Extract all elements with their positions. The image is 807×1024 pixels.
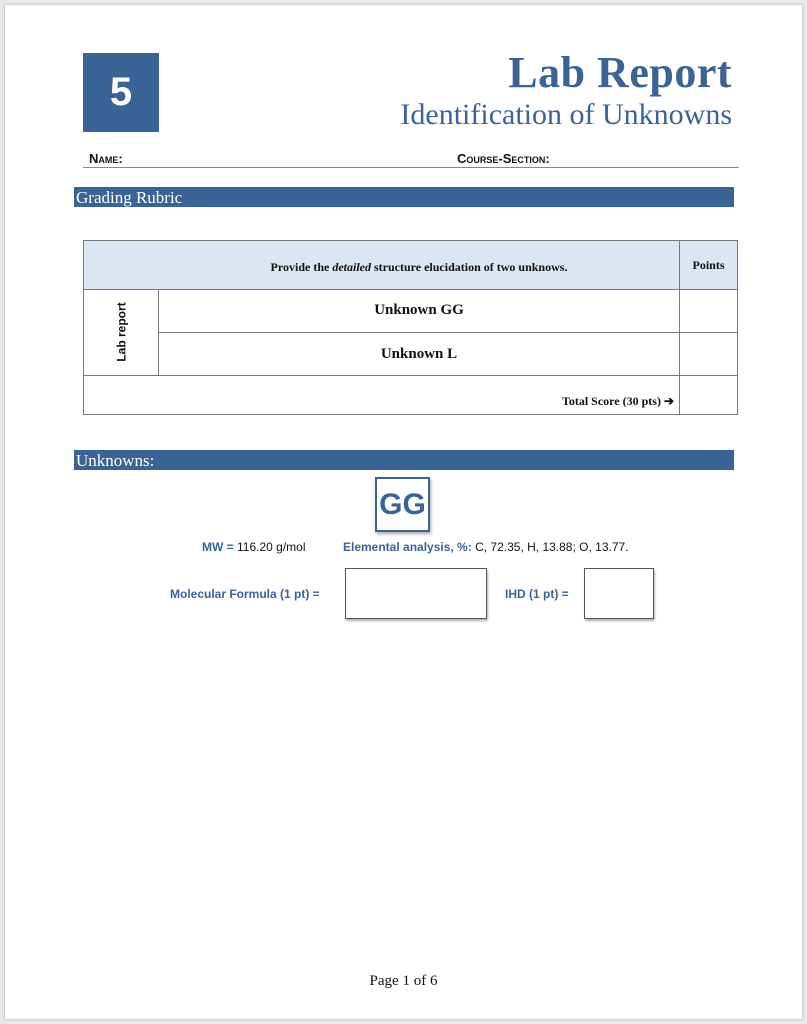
- total-score-cell[interactable]: [680, 376, 737, 414]
- rubric-row-unknown-l: Unknown L: [380, 346, 458, 362]
- elemental-analysis: Elemental analysis, %: C, 72.35, H, 13.88; O, 13.77.: [343, 540, 629, 554]
- unknown-gg-badge: GG: [375, 477, 430, 532]
- rubric-total-divider: [84, 375, 737, 376]
- molecular-formula-label: Molecular Formula (1 pt) =: [170, 587, 320, 601]
- chapter-number-badge: 5: [83, 53, 159, 132]
- ihd-input[interactable]: [584, 568, 654, 619]
- page-title: Lab Report: [508, 48, 732, 97]
- page-indicator: Page 1 of 6: [369, 973, 438, 989]
- grading-rubric-header: Grading Rubric: [74, 187, 734, 207]
- points-column-header: Points: [692, 258, 725, 272]
- molecular-formula-input[interactable]: [345, 568, 487, 619]
- points-cell-unknown-l[interactable]: [680, 333, 737, 375]
- page-subtitle: Identification of Unknowns: [400, 98, 732, 131]
- document-page: [5, 5, 802, 1019]
- rubric-row-divider: [158, 332, 737, 333]
- molecular-weight: MW = 116.20 g/mol: [202, 540, 306, 554]
- points-cell-unknown-gg[interactable]: [680, 290, 737, 332]
- ihd-label: IHD (1 pt) =: [505, 587, 569, 601]
- course-section-label: Course-Section:: [457, 151, 550, 166]
- right-arrow-icon: ➔: [663, 394, 674, 408]
- unknowns-header: Unknowns:: [74, 450, 734, 470]
- total-score-label: Total Score (30 pts) ➔: [561, 394, 674, 408]
- name-label: Name:: [89, 151, 123, 166]
- name-underline: [83, 167, 739, 168]
- rubric-instruction: Provide the detailed structure elucidation of two unknows.: [270, 260, 568, 274]
- rubric-row-unknown-gg: Unknown GG: [374, 302, 464, 318]
- lab-report-side-label: Lab report: [114, 302, 129, 362]
- grading-rubric-table: [83, 240, 738, 415]
